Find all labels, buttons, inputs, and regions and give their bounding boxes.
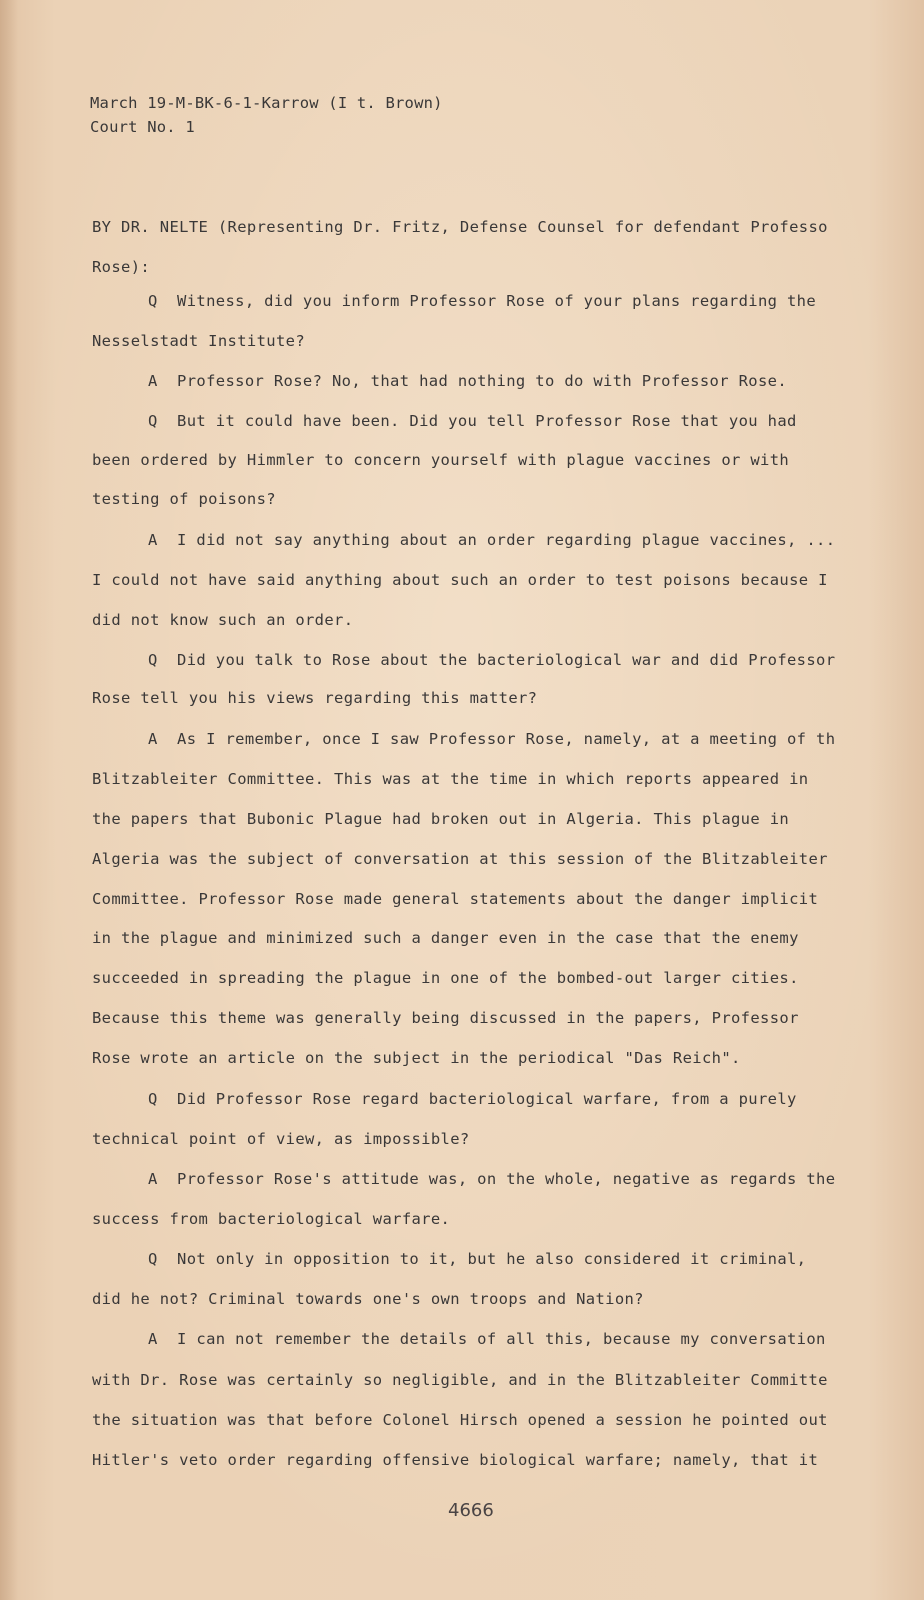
transcript-line: been ordered by Himmler to concern yourself with plague vaccines or with: [92, 451, 790, 469]
transcript-line: with Dr. Rose was certainly so negligible, and in the Blitzableiter Committe: [92, 1371, 828, 1389]
page-number: 4666: [448, 1500, 494, 1521]
transcript-line: A I did not say anything about an order regarding plague vaccines, ...: [148, 531, 836, 549]
transcript-line: Q Not only in opposition to it, but he also considered it criminal,: [148, 1250, 807, 1268]
transcript-line: succeeded in spreading the plague in one of the bombed-out larger cities.: [92, 969, 799, 987]
transcript-line: Q Did Professor Rose regard bacteriological warfare, from a purely: [148, 1090, 797, 1108]
transcript-line: A As I remember, once I saw Professor Rose, namely, at a meeting of th: [148, 730, 836, 748]
paper-edge-shadow: [0, 0, 18, 1600]
transcript-line: Rose wrote an article on the subject in the periodical "Das Reich".: [92, 1049, 741, 1067]
transcript-line: Nesselstadt Institute?: [92, 332, 305, 350]
transcript-line: BY DR. NELTE (Representing Dr. Fritz, Defense Counsel for defendant Professo: [92, 218, 828, 236]
transcript-line: Blitzableiter Committee. This was at the time in which reports appeared in: [92, 770, 809, 788]
transcript-line: Hitler's veto order regarding offensive biological warfare; namely, that it: [92, 1451, 819, 1469]
transcript-line: the situation was that before Colonel Hirsch opened a session he pointed out: [92, 1411, 828, 1429]
transcript-line: I could not have said anything about such an order to test poisons because I: [92, 571, 828, 589]
transcript-line: Algeria was the subject of conversation at this session of the Blitzableiter: [92, 850, 828, 868]
header-file-reference: March 19-M-BK-6-1-Karrow (I t. Brown): [90, 94, 443, 112]
transcript-line: A Professor Rose? No, that had nothing to do with Professor Rose.: [148, 372, 787, 390]
header-court-number: Court No. 1: [90, 118, 195, 136]
transcript-line: Rose):: [92, 258, 151, 276]
transcript-line: Committee. Professor Rose made general statements about the danger implicit: [92, 890, 819, 908]
transcript-line: did not know such an order.: [92, 611, 354, 629]
transcript-line: testing of poisons?: [92, 490, 276, 508]
transcript-line: did he not? Criminal towards one's own troops and Nation?: [92, 1290, 644, 1308]
transcript-line: Rose tell you his views regarding this matter?: [92, 689, 538, 707]
transcript-line: Because this theme was generally being discussed in the papers, Professor: [92, 1009, 799, 1027]
transcript-line: Q Did you talk to Rose about the bacteriological war and did Professor: [148, 651, 836, 669]
transcript-line: the papers that Bubonic Plague had broken out in Algeria. This plague in: [92, 810, 790, 828]
transcript-line: in the plague and minimized such a danger even in the case that the enemy: [92, 929, 799, 947]
transcript-line: A I can not remember the details of all this, because my conversation: [148, 1330, 826, 1348]
transcript-line: A Professor Rose's attitude was, on the whole, negative as regards the: [148, 1170, 836, 1188]
transcript-line: technical point of view, as impossible?: [92, 1130, 470, 1148]
transcript-line: success from bacteriological warfare.: [92, 1210, 451, 1228]
transcript-line: Q But it could have been. Did you tell Professor Rose that you had: [148, 412, 797, 430]
transcript-line: Q Witness, did you inform Professor Rose of your plans regarding the: [148, 292, 817, 310]
